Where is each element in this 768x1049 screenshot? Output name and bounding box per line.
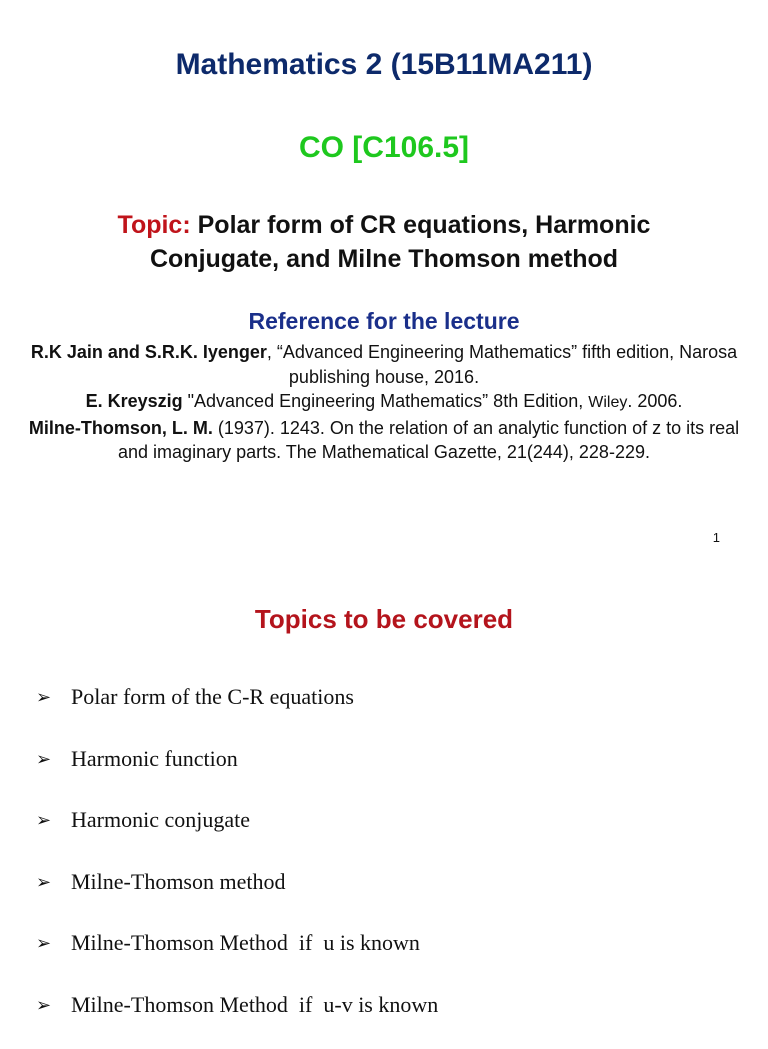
reference-3-text: (1937). 1243. On the relation of an analytic function of z to its real and imaginary parts. The Mathematical Gazette, 21(244), 228-229. [118, 418, 739, 463]
topic-line-1: Polar form of CR equations, Harmonic [191, 211, 651, 239]
list-item-label: Milne-Thomson Method if u is known [71, 926, 420, 960]
reference-1 [28, 340, 740, 389]
list-item [36, 865, 438, 927]
reference-2-author: E. Kreyszig [86, 391, 183, 411]
course-title: Mathematics 2 (15B11MA211) [0, 48, 768, 82]
course-outcome: CO [C106.5] [0, 131, 768, 165]
list-item [36, 988, 438, 1049]
list-item [36, 926, 438, 988]
arrow-bullet-icon: ➢ [36, 680, 71, 714]
reference-3-author: Milne-Thomson, L. M. [29, 418, 213, 438]
arrow-bullet-icon: ➢ [36, 926, 71, 960]
arrow-bullet-icon: ➢ [36, 988, 71, 1022]
list-item-label: Harmonic function [71, 742, 238, 776]
list-item [36, 680, 438, 742]
list-item-label: Polar form of the C-R equations [71, 680, 354, 714]
topic-list [36, 680, 438, 1049]
list-item-label: Milne-Thomson method [71, 865, 285, 899]
reference-heading: Reference for the lecture [0, 308, 768, 335]
topic-label: Topic: [118, 211, 191, 239]
reference-3 [28, 416, 740, 465]
list-item [36, 742, 438, 804]
list-item-label: Milne-Thomson Method if u-v is known [71, 988, 438, 1022]
reference-2 [28, 389, 740, 416]
arrow-bullet-icon: ➢ [36, 803, 71, 837]
list-item [36, 803, 438, 865]
lecture-topic [0, 208, 768, 276]
reference-2-text: "Advanced Engineering Mathematics” 8th Edition, [183, 391, 589, 411]
topics-heading: Topics to be covered [0, 604, 768, 635]
reference-1-author: R.K Jain and S.R.K. Iyenger [31, 342, 267, 362]
reference-list [0, 340, 768, 465]
arrow-bullet-icon: ➢ [36, 742, 71, 776]
reference-2-publisher: Wiley [588, 394, 627, 411]
page-number: 1 [713, 530, 720, 545]
reference-1-text: , “Advanced Engineering Mathematics” fifth edition, Narosa publishing house, 2016. [267, 342, 737, 387]
list-item-label: Harmonic conjugate [71, 803, 250, 837]
topic-line-2: Conjugate, and Milne Thomson method [150, 245, 618, 273]
arrow-bullet-icon: ➢ [36, 865, 71, 899]
reference-2-year: . 2006. [627, 391, 682, 411]
